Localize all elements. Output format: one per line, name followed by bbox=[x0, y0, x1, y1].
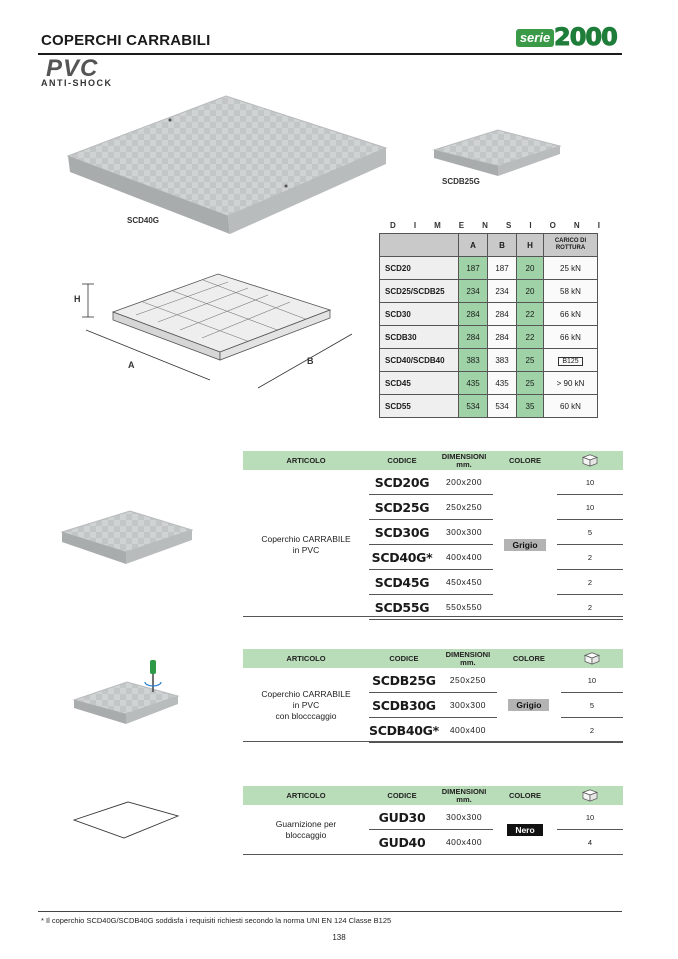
brand-number: 2000 bbox=[554, 23, 617, 51]
dimension-diagram bbox=[68, 262, 368, 402]
table-row: SCDB30G 300x300 5 bbox=[243, 693, 623, 718]
table-row: SCD30G 300x300 5 bbox=[243, 520, 623, 545]
col-colore: COLORE bbox=[493, 451, 557, 470]
table-row: Coperchio CARRABILE in PVC con blocccaggio SCDB25G 250x250 Grigio 10 bbox=[243, 668, 623, 693]
dimensions-title bbox=[390, 221, 600, 230]
dim-letter: N bbox=[482, 221, 488, 230]
dim-letter: I bbox=[413, 221, 417, 230]
page-number: 138 bbox=[332, 933, 346, 942]
box-icon bbox=[583, 651, 601, 665]
product-image-gasket bbox=[72, 800, 182, 842]
footer-divider bbox=[38, 911, 622, 912]
table-divider bbox=[243, 854, 623, 855]
dim-row: SCD55 534 534 35 60 kN bbox=[380, 395, 598, 418]
col-dimensioni: DIMENSIONI mm. bbox=[435, 451, 493, 470]
table-header-row: ARTICOLO CODICE DIMENSIONI mm. COLORE bbox=[243, 649, 623, 668]
table-row: SCD40G* 400x400 2 bbox=[243, 545, 623, 570]
table-row: SCD55G 550x550 2 bbox=[243, 595, 623, 620]
product-table-covers-lock bbox=[243, 649, 623, 743]
col-codice: CODICE bbox=[369, 451, 435, 470]
color-badge: Grigio bbox=[504, 539, 545, 551]
header-divider bbox=[38, 53, 622, 55]
product-description: Coperchio CARRABILE in PVC con blocccaggio bbox=[261, 688, 351, 721]
product-description: Coperchio CARRABILE in PVC bbox=[261, 533, 351, 555]
table-divider bbox=[243, 616, 623, 617]
box-icon bbox=[581, 788, 599, 802]
dim-row: SCDB30 284 284 22 66 kN bbox=[380, 326, 598, 349]
load-class-badge: B125 bbox=[558, 357, 582, 366]
dim-header-load: CARICO DI ROTTURA bbox=[544, 234, 598, 257]
dim-label-a: A bbox=[128, 360, 135, 370]
dim-header-h: H bbox=[517, 234, 544, 257]
col-articolo: ARTICOLO bbox=[243, 451, 369, 470]
table-row: Guarnizione per bloccaggio GUD30 300x300 Nero 10 bbox=[243, 805, 623, 830]
dim-header-a: A bbox=[459, 234, 488, 257]
table-row: SCD25G 250x250 10 bbox=[243, 495, 623, 520]
brand-serie: serie bbox=[516, 29, 554, 47]
dim-label-h: H bbox=[74, 294, 81, 304]
brand-logo bbox=[516, 23, 624, 51]
dim-label-b: B bbox=[307, 356, 314, 366]
dim-letter: D bbox=[390, 221, 396, 230]
product-description: Guarnizione per bloccaggio bbox=[275, 818, 337, 840]
table-row: Coperchio CARRABILE in PVC SCD20G 200x200 Grigio 10 bbox=[243, 470, 623, 495]
product-table-gasket bbox=[243, 786, 623, 855]
dim-letter: I bbox=[529, 221, 532, 230]
table-row: SCDB40G* 400x400 2 bbox=[243, 718, 623, 743]
box-icon bbox=[581, 453, 599, 467]
color-badge: Nero bbox=[507, 824, 542, 836]
table-row: GUD40 400x400 4 bbox=[243, 830, 623, 855]
dim-row: SCD20 187 187 20 25 kN bbox=[380, 257, 598, 280]
footnote: * Il coperchio SCD40G/SCDB40G soddisfa i requisiti richiesti secondo la norma UNI EN 124 Classe B125 bbox=[41, 916, 392, 925]
dim-letter: O bbox=[549, 221, 556, 230]
dim-row: SCD40/SCDB40 383 383 25 B125 bbox=[380, 349, 598, 372]
col-pack bbox=[557, 451, 623, 470]
dim-letter: I bbox=[597, 221, 600, 230]
small-image-caption: SCDB25G bbox=[442, 177, 480, 186]
dim-header-row bbox=[380, 234, 598, 257]
dim-letter: M bbox=[434, 221, 441, 230]
dim-letter: E bbox=[458, 221, 465, 230]
color-badge: Grigio bbox=[508, 699, 549, 711]
page-title: COPERCHI CARRABILI bbox=[41, 32, 211, 49]
material-subtitle: ANTI-SHOCK bbox=[41, 78, 113, 88]
dim-letter: N bbox=[573, 221, 580, 230]
cover-large-image bbox=[60, 92, 395, 252]
large-image-caption: SCD40G bbox=[127, 216, 160, 225]
dim-row: SCD45 435 435 25 > 90 kN bbox=[380, 372, 598, 395]
product-image-cover-lock bbox=[72, 658, 182, 730]
dimensions-table bbox=[379, 233, 598, 418]
product-image-cover bbox=[60, 508, 195, 568]
table-divider bbox=[243, 741, 623, 742]
dim-row: SCD25/SCDB25 234 234 20 58 kN bbox=[380, 280, 598, 303]
material-title: PVC bbox=[46, 55, 99, 82]
table-row: SCD45G 450x450 2 bbox=[243, 570, 623, 595]
cover-small-image bbox=[432, 128, 562, 180]
product-table-covers bbox=[243, 451, 623, 620]
dim-header-b: B bbox=[488, 234, 517, 257]
dim-row: SCD30 284 284 22 66 kN bbox=[380, 303, 598, 326]
table-header-row: ARTICOLO CODICE DIMENSIONI mm. COLORE bbox=[243, 786, 623, 805]
table-header-row bbox=[243, 451, 623, 470]
dim-letter: S bbox=[505, 221, 512, 230]
